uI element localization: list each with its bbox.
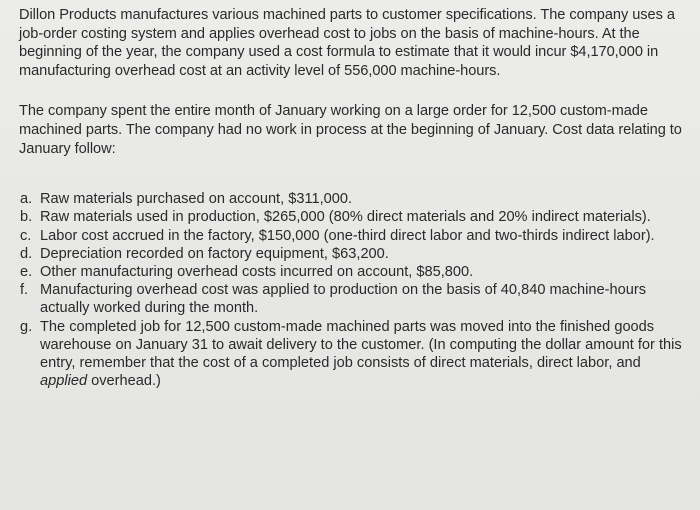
emphasis-text: applied [40,373,88,390]
list-item-text: Depreciation recorded on factory equipment, $63,200. [40,245,389,262]
list-marker: c. [20,227,32,244]
list-marker: b. [20,209,33,226]
list-marker: d. [20,245,33,262]
list-item-a [19,190,686,208]
list-item-f [19,281,686,317]
list-item-text: Raw materials purchased on account, $311,000. [40,191,353,208]
list-item-c [19,227,686,245]
list-marker: a. [20,191,33,208]
list-item-text: Raw materials used in production, $265,000 (80% direct materials and 20% indirect materials). [40,209,651,226]
list-item-g [19,318,686,391]
list-item-text-start: The completed job for 12,500 custom-made machined parts was moved into the finished goods warehouse on January 31 to await delivery to the customer. (In computing the dollar amount for this entry, remember that the cost of a completed job consists of direct materials, direct labor, and [40,318,682,371]
cost-data-list [19,190,686,390]
list-item-text: Manufacturing overhead cost was applied to production on the basis of 40,840 machine-hours actually worked during the month. [40,282,647,317]
list-item-e [19,263,686,281]
list-item-text-end: overhead.) [87,373,161,390]
list-marker: f. [20,282,29,299]
list-item-text [40,318,686,391]
list-marker: e. [20,263,33,280]
list-item-d [19,245,686,263]
intro-paragraph-2: The company spent the entire month of January working on a large order for 12,500 custom-made machined parts. The company had no work in process at the beginning of January. Cost data relating to January follow: [19,103,682,157]
list-item-b [19,208,686,226]
list-item-text: Labor cost accrued in the factory, $150,000 (one-third direct labor and two-thirds indirect labor). [40,227,655,244]
intro-paragraph-1: Dillon Products manufactures various machined parts to customer specifications. The company uses a job-order costing system and applies overhead cost to jobs on the basis of machine-hours. At the beginning of the year, the company used a cost formula to estimate that it would incur $4,170,000 in manufacturing overhead cost at an activity level of 556,000 machine-hours. [19,7,675,79]
list-marker: g. [20,318,33,335]
list-item-text: Other manufacturing overhead costs incurred on account, $85,800. [40,263,474,280]
